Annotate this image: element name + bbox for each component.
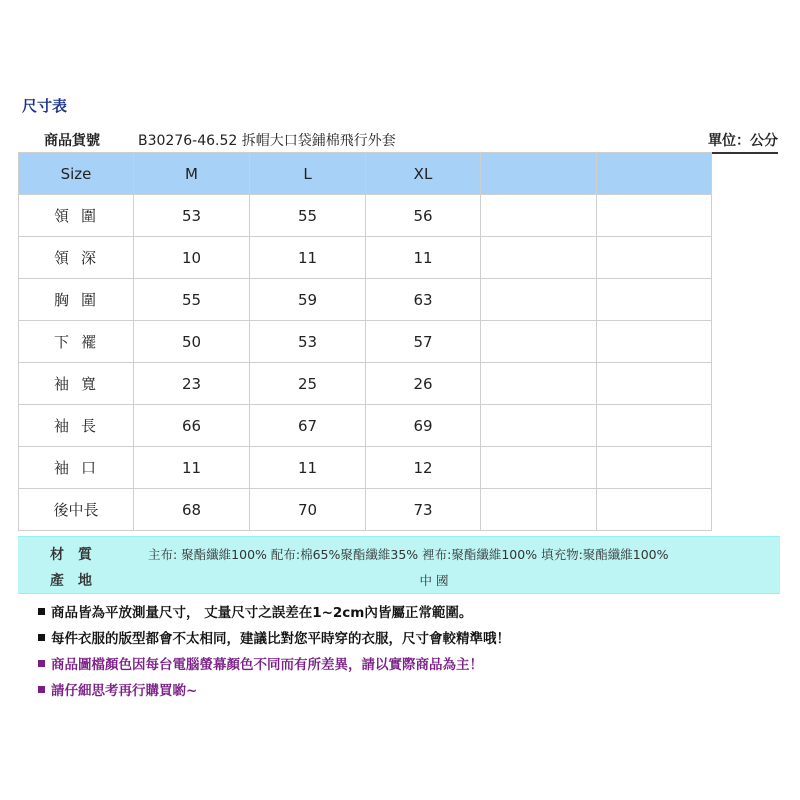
cell: 63 [366, 279, 481, 321]
cell: 50 [134, 321, 250, 363]
row-label: 胸圍 [19, 279, 134, 321]
row-label: 領圍 [19, 195, 134, 237]
cell [597, 447, 712, 489]
cell: 11 [134, 447, 250, 489]
note-text: 商品圖檔顏色因每台電腦螢幕顏色不同而有所差異，請以實際商品為主！ [51, 657, 483, 673]
table-row [19, 195, 712, 237]
unit-label: 單位：公分 [708, 133, 778, 149]
table-row [19, 447, 712, 489]
cell [597, 195, 712, 237]
row-label: 下襬 [19, 321, 134, 363]
page-title: 尺寸表 [22, 97, 68, 115]
note-text: 請仔細思考再行購買喲~ [51, 683, 198, 699]
note-text: 商品皆為平放測量尺寸， 丈量尺寸之誤差在1~2cm內皆屬正常範圍。 [51, 605, 473, 621]
cell [597, 237, 712, 279]
cell: 11 [250, 237, 366, 279]
square-bullet-icon [38, 608, 45, 615]
material-label: 材質 [50, 547, 106, 563]
cell: 26 [366, 363, 481, 405]
table-row [19, 237, 712, 279]
cell [481, 321, 597, 363]
header-size: Size [19, 153, 134, 195]
note-item [38, 656, 510, 682]
cell: 23 [134, 363, 250, 405]
table-row [19, 279, 712, 321]
material-panel [18, 536, 780, 594]
cell: 68 [134, 489, 250, 531]
cell [597, 405, 712, 447]
cell [481, 279, 597, 321]
cell: 69 [366, 405, 481, 447]
product-id-value: B30276-46.52 拆帽大口袋鋪棉飛行外套 [138, 133, 396, 149]
origin-label: 產地 [50, 573, 106, 589]
cell: 53 [250, 321, 366, 363]
row-label: 領深 [19, 237, 134, 279]
header-xl: XL [366, 153, 481, 195]
cell: 12 [366, 447, 481, 489]
cell: 25 [250, 363, 366, 405]
cell: 66 [134, 405, 250, 447]
square-bullet-icon [38, 686, 45, 693]
row-label: 後中長 [19, 489, 134, 531]
material-value: 主布: 聚酯纖維100% 配布:棉65%聚酯纖維35% 裡布:聚酯纖維100% 填充物:聚酯纖維100% [148, 547, 669, 562]
header-m: M [134, 153, 250, 195]
size-table [18, 152, 712, 531]
cell: 11 [250, 447, 366, 489]
cell: 70 [250, 489, 366, 531]
table-row [19, 405, 712, 447]
square-bullet-icon [38, 660, 45, 667]
cell [597, 321, 712, 363]
product-info-row [18, 130, 778, 154]
table-row [19, 321, 712, 363]
header-empty-2 [597, 153, 712, 195]
cell: 57 [366, 321, 481, 363]
square-bullet-icon [38, 634, 45, 641]
note-item [38, 682, 510, 708]
cell [597, 279, 712, 321]
cell: 73 [366, 489, 481, 531]
cell [481, 237, 597, 279]
note-item [38, 630, 510, 656]
cell [597, 363, 712, 405]
cell [481, 363, 597, 405]
cell [481, 405, 597, 447]
notes-list [38, 604, 510, 708]
row-label: 袖寬 [19, 363, 134, 405]
cell [481, 447, 597, 489]
size-header-row [19, 153, 712, 195]
cell: 53 [134, 195, 250, 237]
note-item [38, 604, 510, 630]
cell: 10 [134, 237, 250, 279]
cell [481, 489, 597, 531]
cell: 55 [134, 279, 250, 321]
cell [481, 195, 597, 237]
cell: 59 [250, 279, 366, 321]
cell: 55 [250, 195, 366, 237]
row-label: 袖口 [19, 447, 134, 489]
product-id-label: 商品貨號 [44, 133, 100, 149]
table-row [19, 363, 712, 405]
origin-value: 中 國 [419, 573, 449, 588]
cell: 56 [366, 195, 481, 237]
note-text: 每件衣服的版型都會不太相同，建議比對您平時穿的衣服，尺寸會較精準哦！ [51, 631, 510, 647]
row-label: 袖長 [19, 405, 134, 447]
header-l: L [250, 153, 366, 195]
cell [597, 489, 712, 531]
table-row [19, 489, 712, 531]
cell: 67 [250, 405, 366, 447]
header-empty-1 [481, 153, 597, 195]
cell: 11 [366, 237, 481, 279]
